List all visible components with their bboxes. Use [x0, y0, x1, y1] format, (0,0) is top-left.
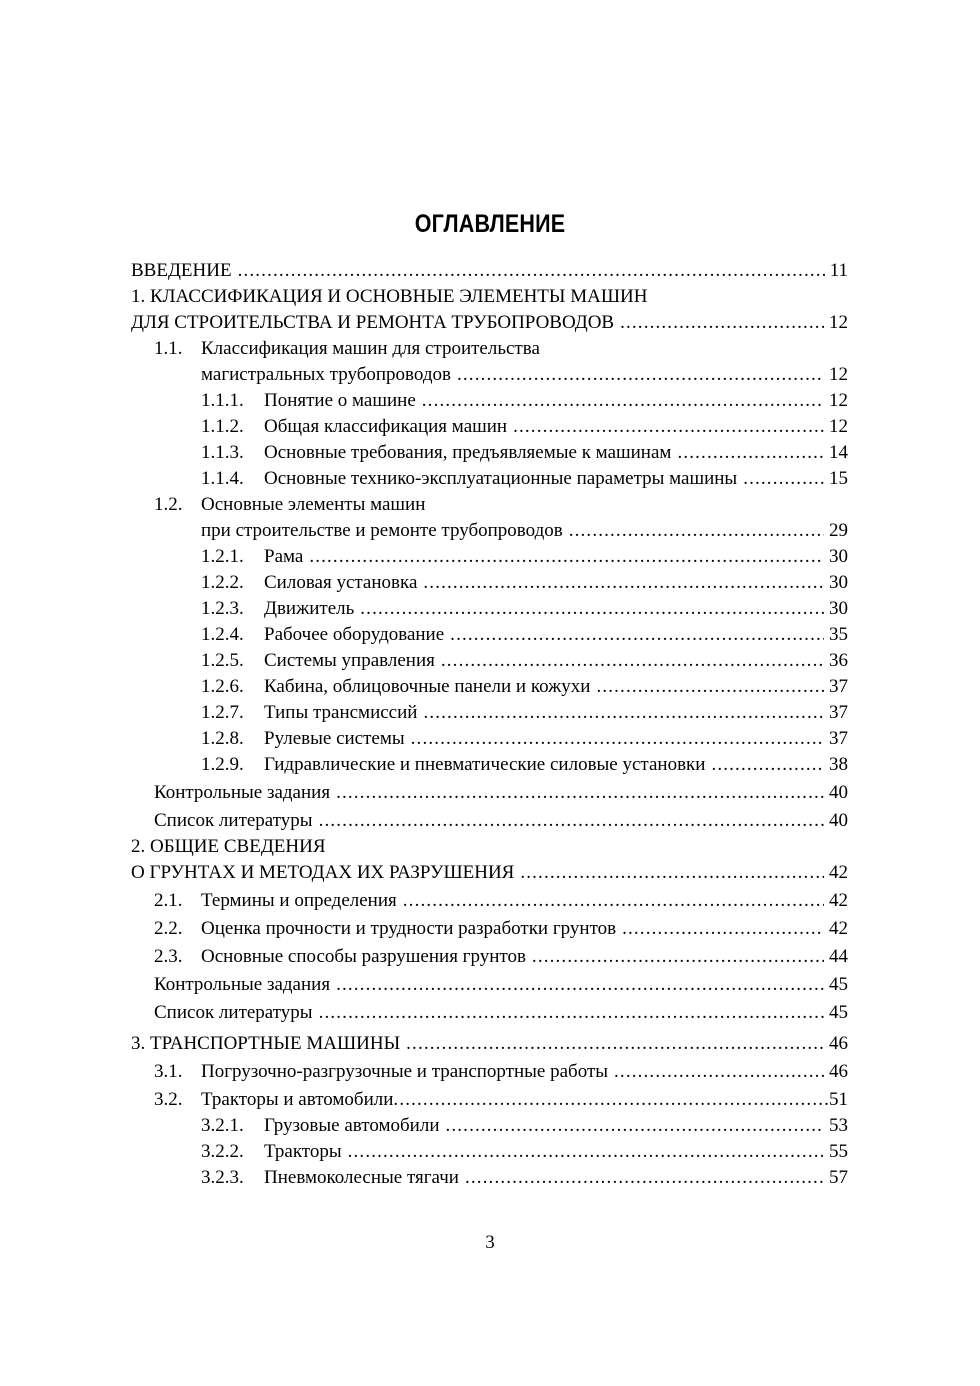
- toc-section-2-3[interactable]: [131, 944, 848, 970]
- toc-subsection-1-2-3[interactable]: [131, 596, 848, 622]
- toc-page-number: 37: [829, 702, 848, 723]
- toc-page-number: 40: [829, 810, 848, 831]
- toc-section-number: 1.1.4.: [201, 468, 244, 489]
- toc-entry-text: Общая классификация машин: [264, 416, 508, 437]
- toc-section-3-1[interactable]: [131, 1059, 848, 1085]
- toc-section-number: 2.2.: [154, 918, 183, 939]
- toc-ch1-references[interactable]: [131, 808, 848, 834]
- toc-subsection-1-2-8[interactable]: [131, 726, 848, 752]
- dot-leader: [403, 888, 824, 914]
- toc-entry-text: 3. ТРАНСПОРТНЫЕ МАШИНЫ: [131, 1033, 401, 1054]
- dot-leader: [319, 808, 824, 834]
- dot-leader: [532, 944, 824, 970]
- toc-entry-text: Контрольные задания: [154, 974, 331, 995]
- toc-page-number: 57: [829, 1167, 848, 1188]
- toc-entry-text: Основные способы разрушения грунтов: [201, 946, 526, 967]
- toc-chapter-3[interactable]: [131, 1031, 848, 1057]
- toc-subsection-1-2-7[interactable]: [131, 700, 848, 726]
- toc-subsection-1-1-4[interactable]: [131, 466, 848, 492]
- dot-leader: [711, 752, 824, 778]
- toc-entry-text: ДЛЯ СТРОИТЕЛЬСТВА И РЕМОНТА ТРУБОПРОВОДОВ: [131, 312, 615, 333]
- toc-page-number: 45: [829, 974, 848, 995]
- dot-leader: [411, 726, 824, 752]
- toc-page-number: 37: [829, 728, 848, 749]
- toc-section-number: 1.1.2.: [201, 416, 244, 437]
- toc-section-number: 3.2.3.: [201, 1167, 244, 1188]
- toc-page-number: 45: [829, 1002, 848, 1023]
- toc-section-2-1[interactable]: [131, 888, 848, 914]
- toc-entry-text: Список литературы: [154, 1002, 313, 1023]
- toc-ch2-control-tasks[interactable]: [131, 972, 848, 998]
- toc-section-1-1-line1[interactable]: [131, 336, 848, 362]
- toc-entry-text: Тракторы и автомобили: [201, 1089, 394, 1110]
- dot-leader: [445, 1113, 824, 1139]
- toc-chapter-2-title-line1[interactable]: 2. ОБЩИЕ СВЕДЕНИЯ: [131, 836, 326, 857]
- toc-entry-text: Типы трансмиссий: [264, 702, 418, 723]
- dot-leader: [677, 440, 824, 466]
- toc-subsection-3-2-2[interactable]: [131, 1139, 848, 1165]
- toc-entry-text: Рама: [264, 546, 304, 567]
- dot-leader: [336, 780, 824, 806]
- toc-entry-text: ВВЕДЕНИЕ: [131, 260, 232, 281]
- dot-leader: [423, 570, 824, 596]
- toc-entry-text: при строительстве и ремонте трубопроводов: [201, 520, 563, 541]
- toc-page-number: 36: [829, 650, 848, 671]
- toc-section-number: 3.2.2.: [201, 1141, 244, 1162]
- toc-subsection-1-2-4[interactable]: [131, 622, 848, 648]
- toc-chapter-1-title-line1[interactable]: 1. КЛАССИФИКАЦИЯ И ОСНОВНЫЕ ЭЛЕМЕНТЫ МАШИН: [131, 286, 648, 307]
- toc-section-number: 1.2.2.: [201, 572, 244, 593]
- toc-section-number: 1.2.4.: [201, 624, 244, 645]
- toc-subsection-1-2-1[interactable]: [131, 544, 848, 570]
- toc-subsection-1-2-6[interactable]: [131, 674, 848, 700]
- toc-entry-text: Термины и определения: [201, 890, 397, 911]
- toc-page-number: 46: [829, 1061, 848, 1082]
- toc-entry-text: Список литературы: [154, 810, 313, 831]
- dot-leader: [406, 1031, 824, 1057]
- toc-page-number: 12: [829, 364, 848, 385]
- toc-entry-text: Контрольные задания: [154, 782, 331, 803]
- toc-page-number: 29: [829, 520, 848, 541]
- dot-leader: [423, 700, 824, 726]
- toc-section-3-2[interactable]: [131, 1087, 848, 1113]
- toc-page-number: 55: [829, 1141, 848, 1162]
- page-number: 3: [485, 1232, 495, 1253]
- toc-entry-text: Силовая установка: [264, 572, 418, 593]
- toc-page-number: 37: [829, 676, 848, 697]
- dot-leader: [520, 860, 824, 886]
- toc-entry-text: Грузовые автомобили: [264, 1115, 440, 1136]
- toc-section-number: 2.1.: [154, 890, 183, 911]
- dot-leader: [596, 674, 824, 700]
- dot-leader: [620, 310, 824, 336]
- toc-page-number: 12: [829, 416, 848, 437]
- toc-section-1-2[interactable]: [131, 518, 848, 544]
- toc-section-number: 1.2.3.: [201, 598, 244, 619]
- dot-leader: [614, 1059, 824, 1085]
- toc-section-number: 1.2.: [154, 494, 183, 515]
- dot-leader: [743, 466, 824, 492]
- dot-leader: [238, 258, 825, 284]
- toc-entry-text: Понятие о машине: [264, 390, 416, 411]
- toc-page-number: 12: [829, 390, 848, 411]
- toc-page-number: 15: [829, 468, 848, 489]
- toc-entry-text: Погрузочно-разгрузочные и транспортные работы: [201, 1061, 609, 1082]
- dot-leader: [319, 1000, 824, 1026]
- toc-entry-text: Основные элементы машин: [201, 494, 426, 515]
- dot-leader: [393, 1087, 829, 1113]
- toc-section-number: 1.2.7.: [201, 702, 244, 723]
- toc-ch1-control-tasks[interactable]: [131, 780, 848, 806]
- toc-page-number: 42: [829, 918, 848, 939]
- toc-subsection-1-2-2[interactable]: [131, 570, 848, 596]
- toc-entry-text: магистральных трубопроводов: [201, 364, 451, 385]
- toc-section-number: 1.1.: [154, 338, 183, 359]
- toc-entry-text: Рулевые системы: [264, 728, 405, 749]
- toc-section-number: 1.2.9.: [201, 754, 244, 775]
- dot-leader: [348, 1139, 824, 1165]
- toc-entry-text: Основные технико-эксплуатационные параметры машины: [264, 468, 738, 489]
- toc-page-number: 46: [829, 1033, 848, 1054]
- toc-entry-text: Классификация машин для строительства: [201, 338, 540, 359]
- toc-section-number: 1.2.1.: [201, 546, 244, 567]
- toc-entry-text: Рабочее оборудование: [264, 624, 445, 645]
- toc-page-number: 30: [829, 546, 848, 567]
- toc-entry-text: Гидравлические и пневматические силовые установки: [264, 754, 706, 775]
- toc-entry-text: Движитель: [264, 598, 355, 619]
- toc-page-number: 44: [829, 946, 848, 967]
- toc-section-1-1[interactable]: [131, 362, 848, 388]
- dot-leader: [457, 362, 824, 388]
- dot-leader: [450, 622, 824, 648]
- toc-page-number: 14: [829, 442, 848, 463]
- toc-page-number: 30: [829, 598, 848, 619]
- dot-leader: [336, 972, 824, 998]
- toc-entry-text: О ГРУНТАХ И МЕТОДАХ ИХ РАЗРУШЕНИЯ: [131, 862, 515, 883]
- toc-entry-text: Основные требования, предъявляемые к машинам: [264, 442, 672, 463]
- toc-page-number: 12: [829, 312, 848, 333]
- dot-leader: [465, 1165, 824, 1191]
- toc-page-number: 42: [829, 890, 848, 911]
- toc-page-number: 42: [829, 862, 848, 883]
- toc-chapter-2[interactable]: [131, 860, 848, 886]
- toc-section-number: 2.3.: [154, 946, 183, 967]
- toc-entry-text: Кабина, облицовочные панели и кожухи: [264, 676, 591, 697]
- toc-entry-text: Тракторы: [264, 1141, 342, 1162]
- toc-page-number: 11: [829, 260, 848, 281]
- toc-subsection-3-2-3[interactable]: [131, 1165, 848, 1191]
- toc-chapter-1[interactable]: [131, 310, 848, 336]
- dot-leader: [360, 596, 824, 622]
- page-title: ОГЛАВЛЕНИЕ: [414, 210, 566, 238]
- dot-leader: [569, 518, 824, 544]
- toc-section-2-2[interactable]: [131, 916, 848, 942]
- toc-entry-text: Оценка прочности и трудности разработки грунтов: [201, 918, 617, 939]
- dot-leader: [441, 648, 824, 674]
- toc-entry-text: Системы управления: [264, 650, 435, 671]
- toc-section-number: 1.2.8.: [201, 728, 244, 749]
- toc-subsection-1-1-1[interactable]: [131, 388, 848, 414]
- toc-subsection-1-2-5[interactable]: [131, 648, 848, 674]
- toc-subsection-1-1-3[interactable]: [131, 440, 848, 466]
- toc-entry-intro[interactable]: [131, 258, 848, 284]
- toc-page-number: 40: [829, 782, 848, 803]
- toc-page-number: 30: [829, 572, 848, 593]
- dot-leader: [309, 544, 824, 570]
- toc-subsection-3-2-1[interactable]: [131, 1113, 848, 1139]
- toc-section-number: 1.2.6.: [201, 676, 244, 697]
- toc-page-number: 53: [829, 1115, 848, 1136]
- toc-subsection-1-2-9[interactable]: [131, 752, 848, 778]
- toc-section-1-2-line1[interactable]: [131, 492, 848, 518]
- table-of-contents: [131, 258, 848, 1191]
- toc-page-number: 35: [829, 624, 848, 645]
- toc-subsection-1-1-2[interactable]: [131, 414, 848, 440]
- dot-leader: [422, 388, 824, 414]
- toc-section-number: 1.2.5.: [201, 650, 244, 671]
- toc-section-number: 1.1.3.: [201, 442, 244, 463]
- toc-section-number: 3.1.: [154, 1061, 183, 1082]
- toc-section-number: 3.2.: [154, 1089, 183, 1110]
- dot-leader: [513, 414, 824, 440]
- dot-leader: [622, 916, 824, 942]
- toc-ch2-references[interactable]: [131, 1000, 848, 1026]
- toc-page-number: 51: [829, 1089, 848, 1110]
- toc-page-number: 38: [829, 754, 848, 775]
- toc-entry-text: Пневмоколесные тягачи: [264, 1167, 459, 1188]
- toc-section-number: 3.2.1.: [201, 1115, 244, 1136]
- toc-section-number: 1.1.1.: [201, 390, 244, 411]
